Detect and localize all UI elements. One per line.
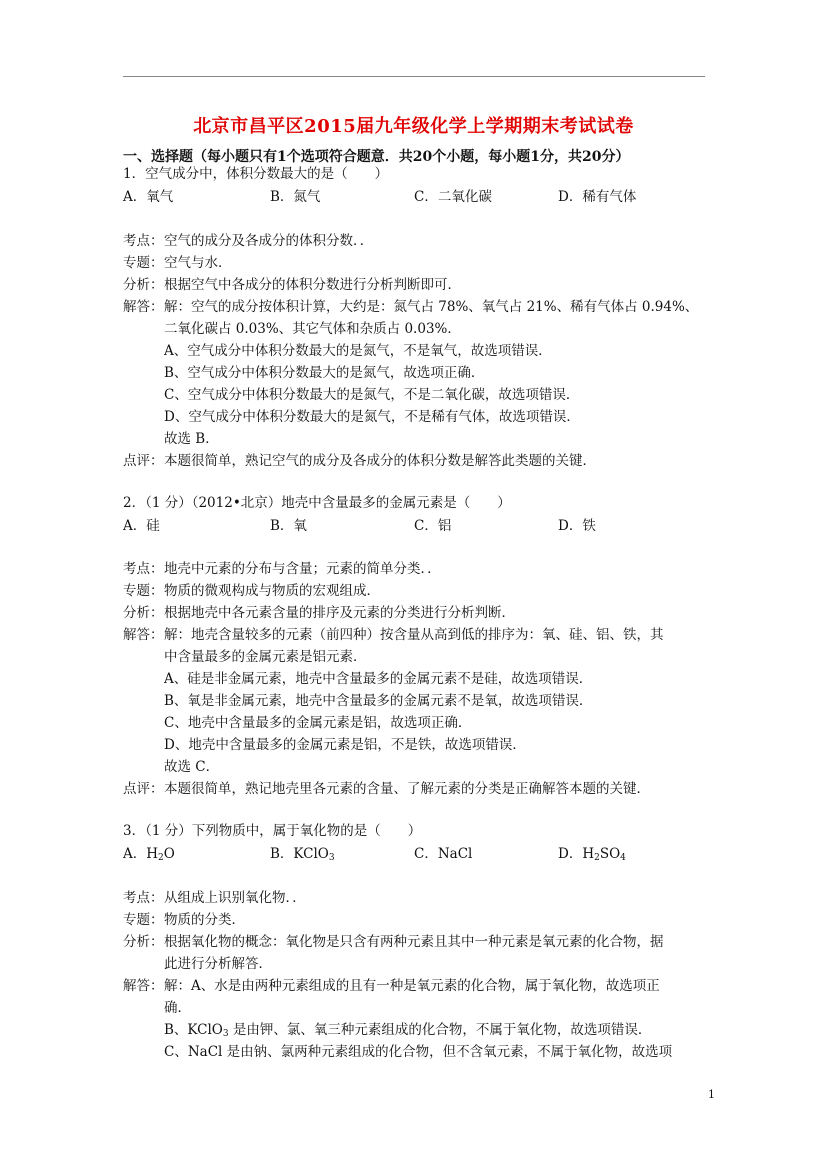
- question-2-stem: 2．（1 分）（2012•北京）地壳中含量最多的金属元素是（ ）: [123, 495, 511, 511]
- q3-kaodian-label: 考点：: [123, 890, 164, 906]
- q1-option-c: C．二氧化碳: [414, 189, 492, 205]
- q2-kaodian-label: 考点：: [123, 561, 164, 577]
- q3-zhuanti-label: 专题：: [123, 912, 164, 928]
- q1-jieda-line: 二氧化碳占 0.03%、其它气体和杂质占 0.03%．: [164, 321, 461, 337]
- header-rule: [123, 76, 705, 77]
- q2-jieda-label: 解答：: [123, 627, 164, 643]
- q1-option-d: D．稀有气体: [558, 189, 637, 205]
- q1-kaodian-label: 考点：: [123, 233, 164, 249]
- q3-option-b: B．KClO$_3$: [270, 846, 335, 863]
- q2-option-c: C．铝: [414, 518, 452, 534]
- q3-fenxi-line: 根据氧化物的概念：氧化物是只含有两种元素且其中一种元素是氧元素的化合物，据: [164, 934, 664, 950]
- q2-fenxi: 根据地壳中各元素含量的排序及元素的分类进行分析判断．: [164, 605, 515, 621]
- page-title: 北京市昌平区2015届九年级化学上学期期末考试试卷: [193, 116, 634, 137]
- q2-jieda-line: B、氧是非金属元素，地壳中含量最多的金属元素不是氧，故选项错误．: [164, 693, 593, 709]
- q2-jieda-line: 中含量最多的金属元素是铝元素．: [164, 649, 367, 665]
- q1-jieda-line: D、空气成分中体积分数最大的是氮气，不是稀有气体，故选项错误．: [164, 409, 580, 425]
- q3-fenxi-line: 此进行分析解答．: [164, 956, 272, 972]
- page-number: 1: [708, 1088, 715, 1101]
- q2-option-d: D．铁: [558, 518, 596, 534]
- q2-dianping-label: 点评：: [123, 781, 164, 797]
- q3-fenxi-label: 分析：: [123, 934, 164, 950]
- q3-zhuanti: 物质的分类．: [164, 912, 245, 928]
- q3-option-c: C．NaCl: [414, 846, 473, 862]
- q1-dianping-label: 点评：: [123, 453, 164, 469]
- q2-jieda-line: A、硅是非金属元素，地壳中含量最多的金属元素不是硅，故选项错误．: [164, 671, 593, 687]
- q2-option-a: A．硅: [123, 518, 160, 534]
- q1-zhuanti: 空气与水．: [164, 255, 232, 271]
- question-1-stem: 1．空气成分中，体积分数最大的是（ ）: [123, 166, 389, 182]
- q2-kaodian: 地壳中元素的分布与含量；元素的简单分类．．: [164, 561, 441, 577]
- q1-zhuanti-label: 专题：: [123, 255, 164, 271]
- q1-jieda-label: 解答：: [123, 299, 164, 315]
- q2-option-b: B．氧: [270, 518, 307, 534]
- q1-option-b: B．氮气: [270, 189, 321, 205]
- q3-jieda-b: B、KClO$_3$ 是由钾、氯、氧三种元素组成的化合物，不属于氧化物，故选项错误．: [164, 1022, 652, 1039]
- q3-jieda-label: 解答：: [123, 978, 164, 994]
- q1-jieda-line: C、空气成分中体积分数最大的是氮气，不是二氧化碳，故选项错误．: [164, 387, 580, 403]
- q3-kaodian: 从组成上识别氧化物．．: [164, 890, 306, 906]
- q2-jieda-line: C、地壳中含量最多的金属元素是铝，故选项正确．: [164, 715, 472, 731]
- section-heading: 一、选择题（每小题只有1个选项符合题意．共20个小题，每小题1分，共20分）: [123, 149, 630, 165]
- question-3-stem: 3．（1 分）下列物质中，属于氧化物的是（ ）: [123, 823, 422, 839]
- q1-jieda-line: B、空气成分中体积分数最大的是氮气，故选项正确．: [164, 365, 485, 381]
- q3-jieda-line: 确．: [164, 1000, 191, 1016]
- q3-option-a: A．$H_2O$: [123, 846, 175, 863]
- q2-zhuanti: 物质的微观构成与物质的宏观组成．: [164, 583, 380, 599]
- q3-jieda-line: 解：A、水是由两种元素组成的且有一种是氧元素的化合物，属于氧化物，故选项正: [164, 978, 660, 994]
- q2-jieda-line: 故选 C．: [164, 759, 220, 775]
- q2-fenxi-label: 分析：: [123, 605, 164, 621]
- q2-dianping: 本题很简单，熟记地壳里各元素的含量、了解元素的分类是正确解答本题的关键．: [164, 781, 650, 797]
- q2-zhuanti-label: 专题：: [123, 583, 164, 599]
- q1-kaodian: 空气的成分及各成分的体积分数．．: [164, 233, 374, 249]
- q3-jieda-c: C、NaCl 是由钠、氯两种元素组成的化合物，但不含氧元素，不属于氧化物，故选项: [164, 1044, 673, 1060]
- q1-dianping: 本题很简单，熟记空气的成分及各成分的体积分数是解答此类题的关键．: [164, 453, 596, 469]
- q2-jieda-line: 解：地壳含量较多的元素（前四种）按含量从高到低的排序为：氧、硅、铝、铁，其: [164, 627, 664, 643]
- q2-jieda-line: D、地壳中含量最多的金属元素是铝，不是铁，故选项错误．: [164, 737, 526, 753]
- q1-fenxi: 根据空气中各成分的体积分数进行分析判断即可．: [164, 277, 461, 293]
- q1-jieda-line: A、空气成分中体积分数最大的是氮气，不是氧气，故选项错误．: [164, 343, 552, 359]
- q3-option-d: D．$H_2SO_4$: [558, 846, 626, 863]
- q1-jieda-line: 故选 B．: [164, 431, 219, 447]
- q1-option-a: A．氧气: [123, 189, 174, 205]
- q1-jieda-line: 解：空气的成分按体积计算，大约是：氮气占 78%、氧气占 21%、稀有气体占 0.94%、: [164, 299, 699, 315]
- q1-fenxi-label: 分析：: [123, 277, 164, 293]
